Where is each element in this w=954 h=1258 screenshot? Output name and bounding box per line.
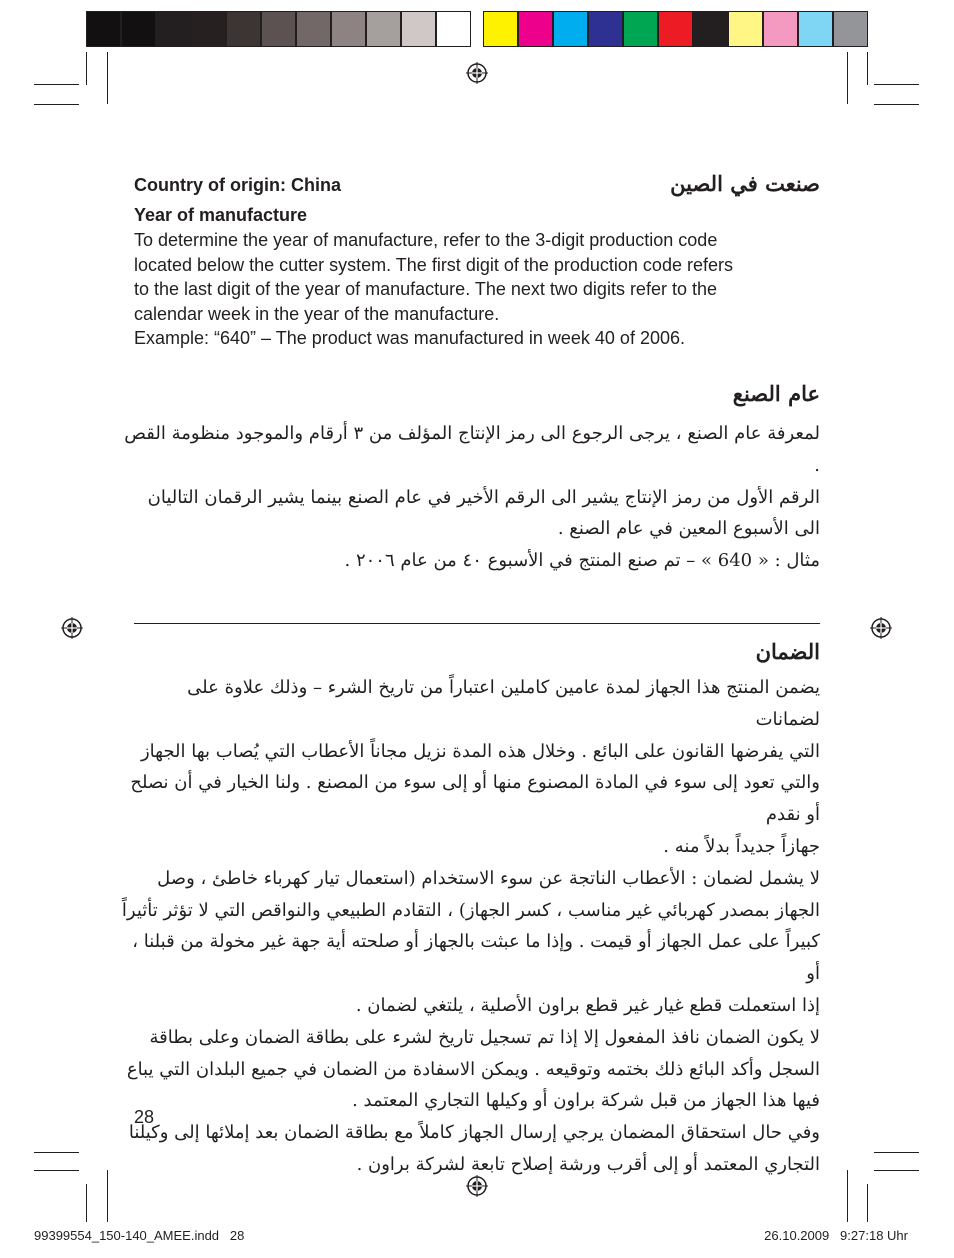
crop-mark <box>874 1170 919 1171</box>
crop-mark <box>34 1170 79 1171</box>
color-swatch <box>296 11 331 47</box>
color-swatch <box>728 11 763 47</box>
year-body-ar-line: لمعرفة عام الصنع ، يرجى الرجوع الى رمز الإنتاج المؤلف من ٣ أرقام والموجود منظومة القص . <box>124 423 820 476</box>
crop-mark <box>107 1170 108 1222</box>
year-body-line: To determine the year of manufacture, refer to the 3-digit production code <box>134 230 718 250</box>
color-swatch <box>693 11 728 47</box>
warranty-line: التي يفرضها القانون على البائع . وخلال هذه المدة نزيل مجاناً الأعطاب التي يُصاب بها الجهاز <box>140 740 820 762</box>
country-of-origin-ar: صنعت في الصين <box>670 171 820 196</box>
warranty-heading-ar: الضمان <box>755 639 820 664</box>
color-swatch <box>436 11 471 47</box>
color-swatch <box>86 11 121 47</box>
year-example-en: Example: “640” – The product was manufactured in week 40 of 2006. <box>134 328 685 348</box>
registration-mark-icon <box>466 62 488 84</box>
warranty-line: جهازاً جديداً بدلاً منه . <box>663 835 820 857</box>
warranty-line: والتي تعود إلى سوء في المادة المصنوع منها أو إلى سوء من المصنع . ولنا الخيار في أن نصلح أو نقدم <box>130 772 820 826</box>
color-swatch <box>833 11 868 47</box>
color-swatch <box>261 11 296 47</box>
warranty-line: كبيراً على عمل الجهاز أو قيمت . وإذا ما عبثت بالجهاز أو صلحته أية جهة غير مخولة من قبلنا ، أو <box>132 931 820 985</box>
warranty-line: لا يكون الضمان نافذ المفعول إلا إذا تم تسجيل تاريخ لشرء على بطاقة الضمان وعلى بطاقة <box>149 1026 820 1048</box>
color-swatch <box>401 11 436 47</box>
color-swatch <box>366 11 401 47</box>
page-number: 28 <box>134 1107 155 1127</box>
color-swatch <box>191 11 226 47</box>
warranty-line: التجاري المعتمد أو إلى أقرب ورشة إصلاح تابعة لشركة براون . <box>356 1153 820 1175</box>
year-example-ar: مثال : « 640 » – تم صنع المنتج في الأسبوع ٤٠ من عام ٢٠٠٦ . <box>344 550 820 572</box>
warranty-line: فيها هذا الجهاز من قبل شركة براون أو وكيلها التجاري المعتمد . <box>352 1090 820 1112</box>
color-swatch <box>156 11 191 47</box>
color-swatch <box>763 11 798 47</box>
registration-mark-icon <box>61 617 83 639</box>
year-body-en <box>134 228 834 351</box>
color-swatch <box>331 11 366 47</box>
year-heading-ar: عام الصنع <box>732 381 820 406</box>
color-swatch <box>588 11 623 47</box>
year-body-line: calendar week in the year of the manufacture. <box>134 303 500 324</box>
color-swatch <box>226 11 261 47</box>
crop-mark <box>874 104 919 105</box>
year-body-ar <box>120 418 820 577</box>
crop-mark <box>874 84 919 85</box>
color-swatch <box>798 11 833 47</box>
registration-mark-icon <box>870 617 892 639</box>
crop-mark <box>34 84 79 85</box>
crop-mark <box>867 52 868 85</box>
crop-mark <box>107 52 108 104</box>
color-swatch <box>658 11 693 47</box>
color-swatch <box>483 11 518 47</box>
color-bar-gap <box>471 11 483 47</box>
section-divider <box>134 623 820 624</box>
warranty-body-ar <box>120 672 820 1181</box>
warranty-line: لا يشمل لضمان : الأعطاب الناتجة عن سوء الاستخدام (استعمال تيار كهرباء خاطئ ، وصل <box>157 867 820 889</box>
crop-mark <box>34 1152 79 1153</box>
year-body-ar-line: الى الأسبوع المعين في عام الصنع . <box>557 518 820 540</box>
year-body-line: located below the cutter system. The first digit of the production code refers <box>134 254 733 275</box>
year-body-ar-line: الرقم الأول من رمز الإنتاج يشير الى الرقم الأخير في عام الصنع بينما يشير الرقمان التاليان <box>147 486 820 508</box>
warranty-line: الجهاز بمصدر كهربائي غير مناسب ، كسر الجهاز) ، التقادم الطبيعي والنواقص التي لا تؤثر تأثيراً <box>121 899 820 921</box>
warranty-line: يضمن المنتج هذا الجهاز لمدة عامين كاملين اعتباراً من تاريخ الشرء – وذلك علاوة على لضمانات <box>187 677 820 730</box>
warranty-line: وفي حال استحقاق المضمان يرجي إرسال الجهاز كاملاً مع بطاقة الضمان بعد إملائها إلى وكيلنا <box>128 1122 820 1144</box>
crop-mark <box>847 1170 848 1222</box>
crop-mark <box>847 52 848 104</box>
year-body-line: to the last digit of the year of manufacture. The next two digits refer to the <box>134 279 717 299</box>
country-of-origin-en: Country of origin: China <box>134 175 341 195</box>
color-swatch <box>623 11 658 47</box>
color-swatch <box>121 11 156 47</box>
print-color-bar <box>86 11 868 47</box>
warranty-line: السجل وأكد البائع ذلك بختمه وتوقيعه . ويمكن الاسفادة من الضمان في جميع البلدان التي يباع <box>126 1058 820 1080</box>
color-swatch <box>553 11 588 47</box>
crop-mark <box>86 1184 87 1222</box>
crop-mark <box>867 1184 868 1222</box>
year-heading-en: Year of manufacture <box>134 205 308 225</box>
footer-timestamp: 26.10.2009 9:27:18 Uhr <box>764 1228 908 1243</box>
crop-mark <box>874 1152 919 1153</box>
warranty-line: إذا استعملت قطع غيار غير قطع براون الأصلية ، يلتغي لضمان . <box>355 994 820 1016</box>
crop-mark <box>34 104 79 105</box>
footer-filename: 99399554_150-140_AMEE.indd 28 <box>34 1228 245 1243</box>
color-swatch <box>518 11 553 47</box>
crop-mark <box>86 52 87 85</box>
